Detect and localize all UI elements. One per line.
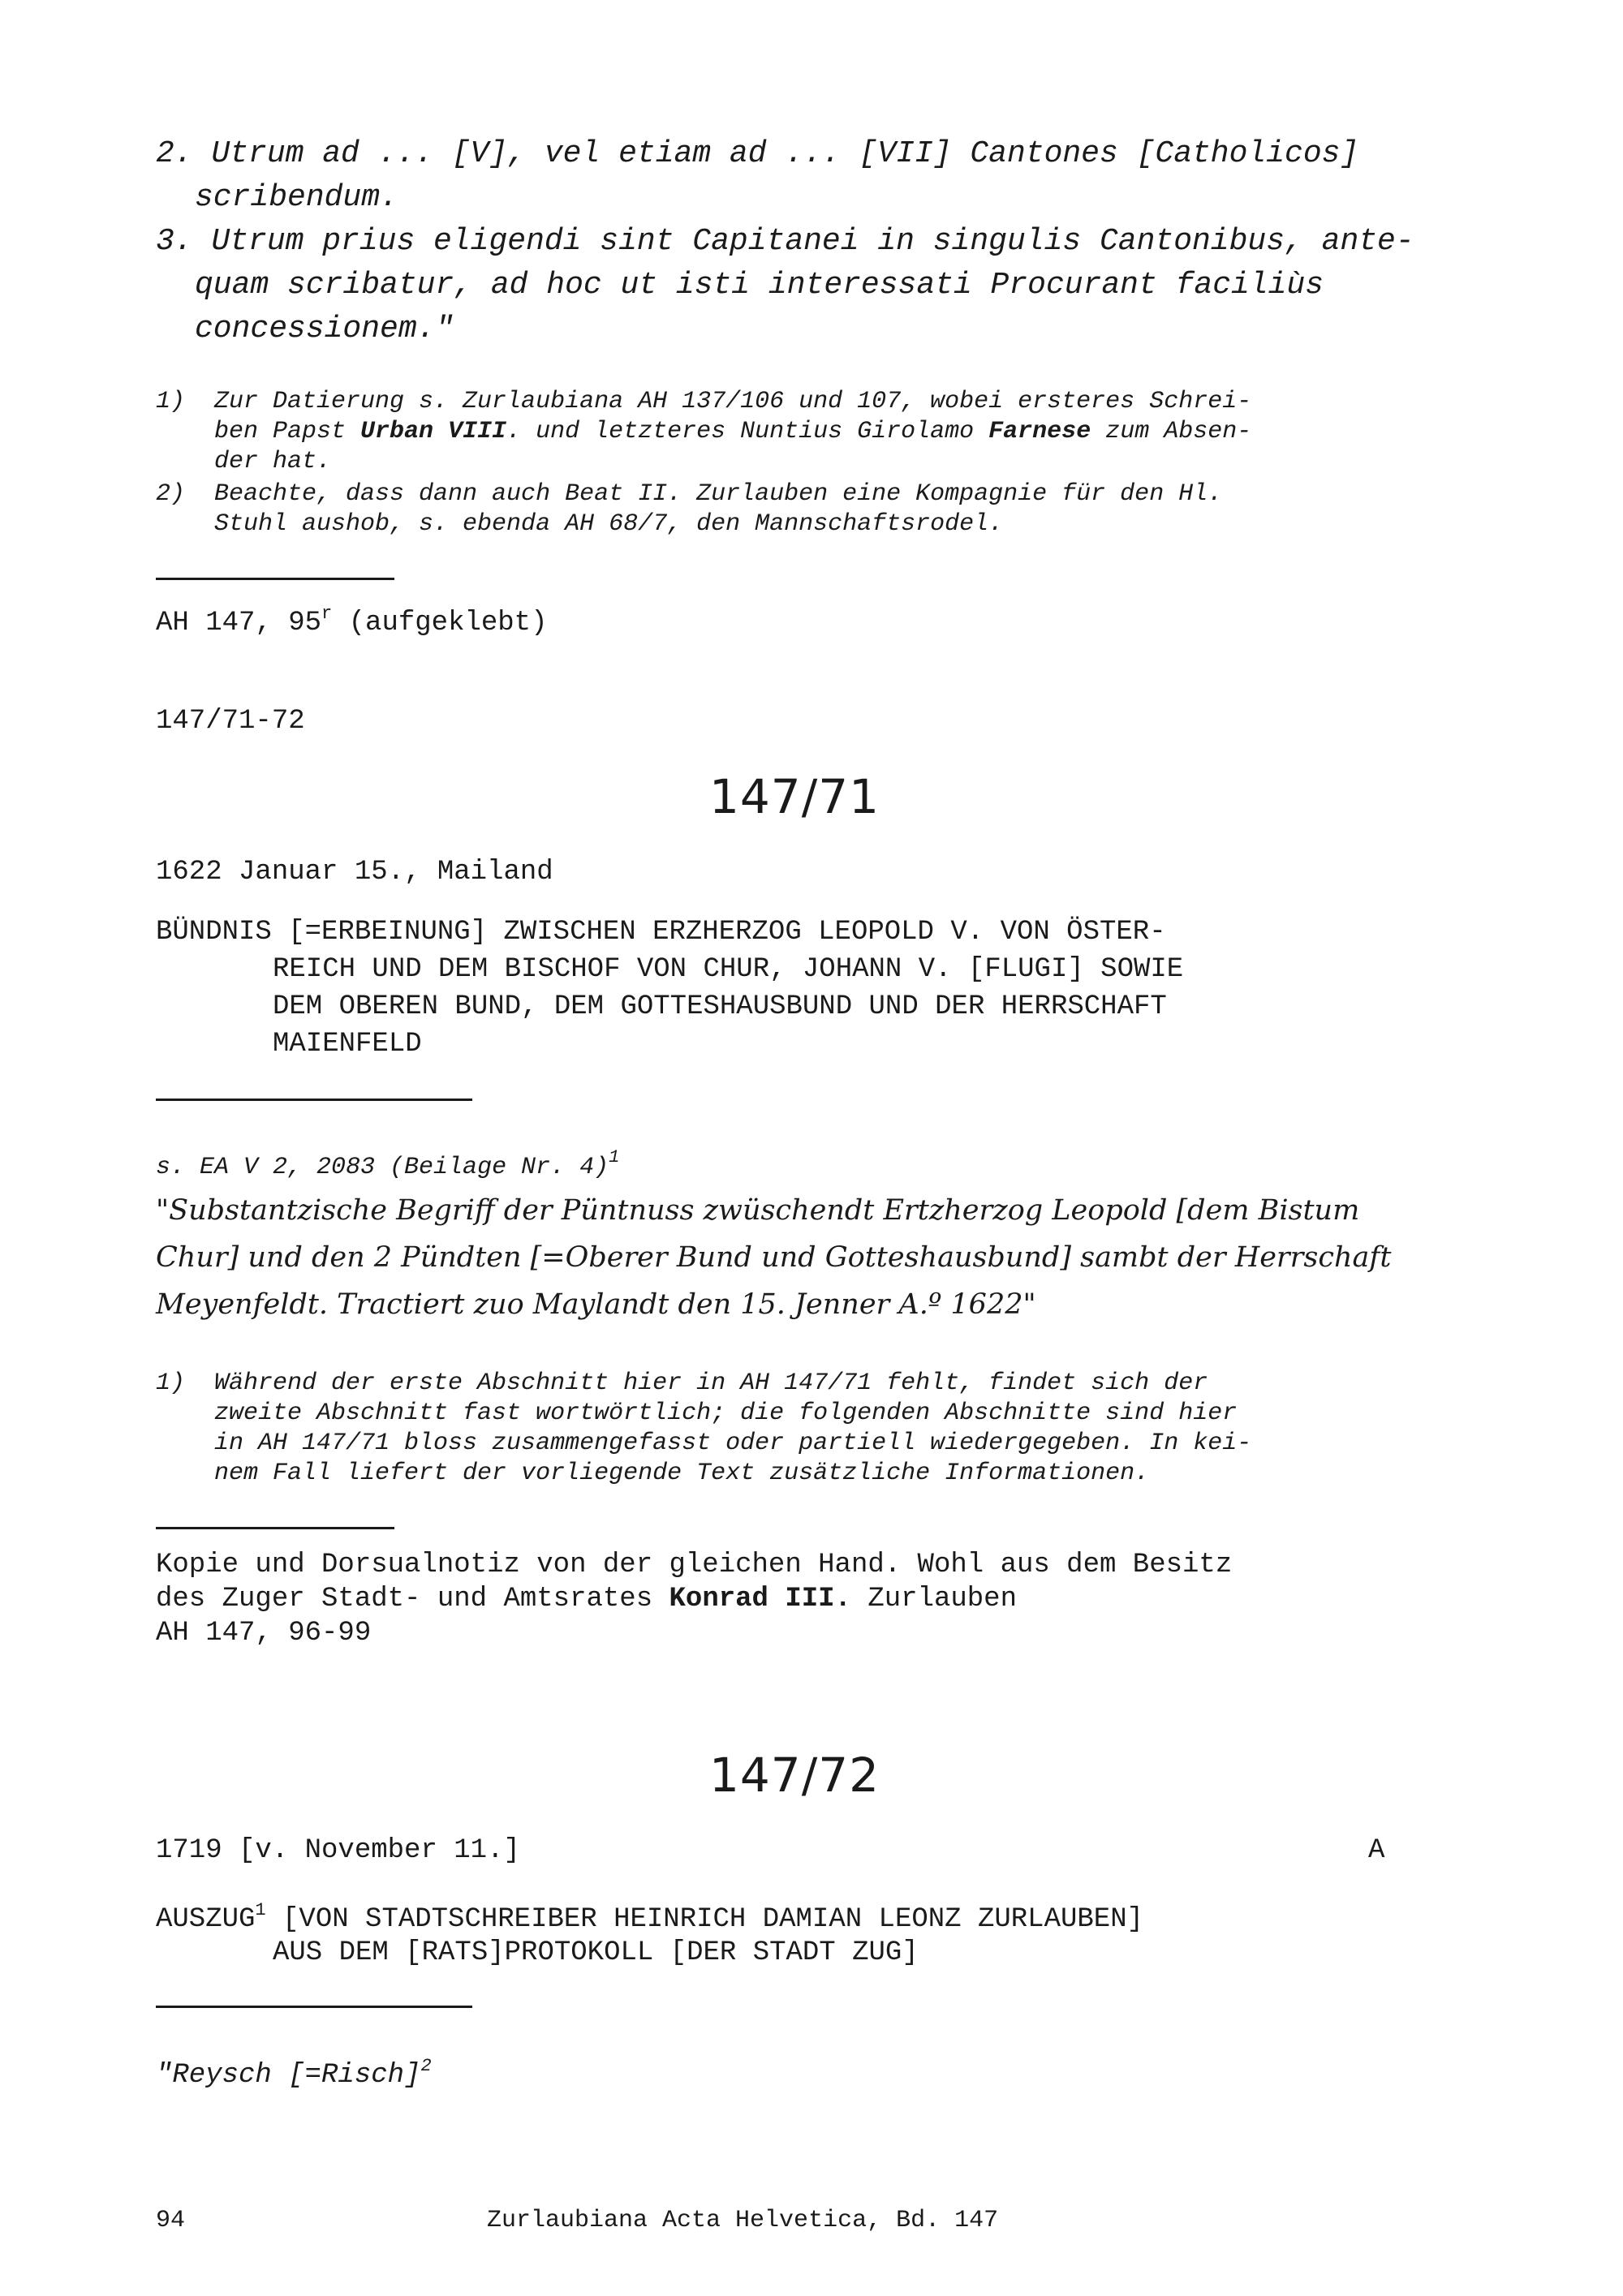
document-heading: 147/72 [709, 1748, 880, 1803]
document-heading: 147/71 [709, 769, 880, 824]
footnote-text: Während der erste Abschnitt hier in AH 147/71 fehlt, findet sich der [214, 1369, 1208, 1397]
footnote-text: der hat. [214, 448, 332, 475]
document-title-cont: AUS DEM [RATS]PROTOKOLL [DER STADT ZUG] [273, 1937, 919, 1968]
source-reference: AH 147, 96-99 [156, 1618, 372, 1649]
separator-rule [156, 1527, 394, 1529]
provenance-note: des Zuger Stadt- und Amtsrates Konrad III. Zurlauben [156, 1584, 1017, 1615]
quotation-line: Meyenfeldt. Tractiert zuo Maylandt den 15. Jenner A.º 1622" [156, 1288, 1036, 1321]
footnote-text: Stuhl aushob, s. ebenda AH 68/7, den Mannschaftsrodel. [214, 510, 1004, 538]
document-title-cont: REICH UND DEM BISCHOF VON CHUR, JOHANN V. [FLUGI] SOWIE [273, 954, 1184, 985]
document-date: 1622 Januar 15., Mailand [156, 857, 553, 888]
footnote-number: 1) [156, 388, 186, 415]
provenance-note: Kopie und Dorsualnotiz von der gleichen Hand. Wohl aus dem Besitz [156, 1550, 1233, 1580]
separator-rule [156, 578, 394, 580]
document-title-cont: DEM OBEREN BUND, DEM GOTTESHAUSBUND UND DER HERRSCHAFT [273, 991, 1167, 1022]
document-title-cont: MAIENFELD [273, 1029, 422, 1060]
footnote-text: nem Fall liefert der vorliegende Text zusätzliche Informationen. [214, 1460, 1150, 1487]
quotation-line: "Reysch [=Risch]$^2$ [156, 2056, 432, 2091]
edition-reference: s. EA V 2, 2083 (Beilage Nr. 4)$^1$ [156, 1147, 620, 1181]
list-item-3-cont: quam scribatur, ad hoc ut isti interessati Procurant faciliùs [195, 268, 1324, 303]
document-title: AUSZUG$^1$ [VON STADTSCHREIBER HEINRICH DAMIAN LEONZ ZURLAUBEN] [156, 1900, 1144, 1935]
list-item-2-cont: scribendum. [195, 180, 398, 215]
running-footer: Zurlaubiana Acta Helvetica, Bd. 147 [487, 2207, 999, 2234]
document-date: 1719 [v. November 11.] [156, 1835, 520, 1866]
quotation-line: Chur] und den 2 Pündten [=Oberer Bund und Gotteshausbund] sambt der Herrschaft [156, 1241, 1392, 1274]
page-number: 94 [156, 2207, 186, 2234]
footnote-number: 2) [156, 480, 186, 508]
footnote-text: ben Papst Urban VIII. und letzteres Nuntius Girolamo Farnese zum Absen- [214, 418, 1252, 445]
footnote-text: zweite Abschnitt fast wortwörtlich; die folgenden Abschnitte sind hier [214, 1400, 1238, 1427]
footnote-text: in AH 147/71 bloss zusammengefasst oder partiell wiedergegeben. In kei- [214, 1430, 1252, 1457]
footnote-text: Zur Datierung s. Zurlaubiana AH 137/106 und 107, wobei ersteres Schrei- [214, 388, 1252, 415]
document-marker: A [1368, 1835, 1385, 1866]
footnote-text: Beachte, dass dann auch Beat II. Zurlauben eine Kompagnie für den Hl. [214, 480, 1223, 508]
separator-rule [156, 2006, 472, 2008]
footnote-number: 1) [156, 1369, 186, 1397]
range-label: 147/71-72 [156, 706, 305, 737]
list-item-2: 2. Utrum ad ... [V], vel etiam ad ... [VII] Cantones [Catholicos] [156, 136, 1359, 171]
quotation-line: "Substantzische Begriff der Püntnuss zwüschendt Ertzherzog Leopold [dem Bistum [156, 1194, 1360, 1227]
separator-rule [156, 1099, 472, 1101]
source-reference: AH 147, 95$^r$ (aufgeklebt) [156, 604, 548, 638]
document-title: BÜNDNIS [=ERBEINUNG] ZWISCHEN ERZHERZOG LEOPOLD V. VON ÖSTER- [156, 917, 1166, 948]
list-item-3-cont: concessionem." [195, 312, 454, 346]
list-item-3: 3. Utrum prius eligendi sint Capitanei in singulis Cantonibus, ante- [156, 224, 1414, 259]
